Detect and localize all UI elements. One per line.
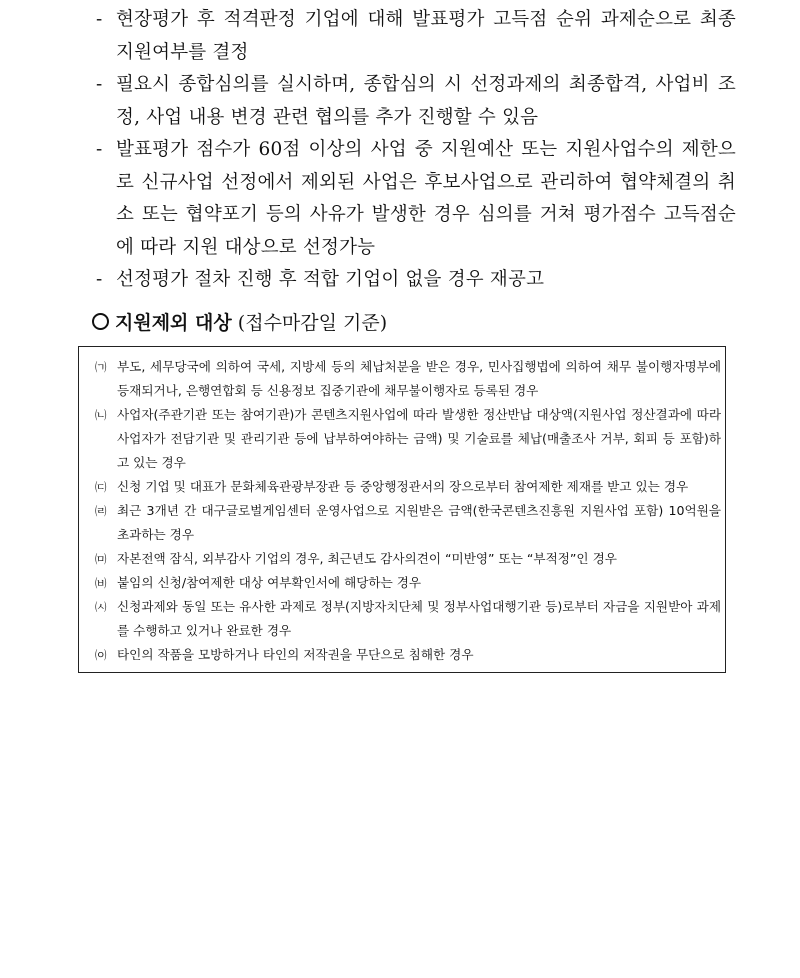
bullet-text: 발표평가 점수가 60점 이상의 사업 중 지원예산 또는 지원사업수의 제한으로 신규사업 선정에서 제외된 사업은 후보사업으로 관리하여 협약체결의 취소 또는 협약포기 등의 사유가 발생한 경우 심의를 거쳐 평가점수 고득점순에 따라 지원 대상으로 선정가능	[116, 139, 736, 258]
item-text: 사업자(주관기관 또는 참여기관)가 콘텐츠지원사업에 따라 발생한 정산반납 대상액(지원사업 정산결과에 따라 사업자가 전담기관 및 관리기관 등에 납부하여야하는 금액) 및 기술료를 체납(매출조사 거부, 회피 등 포함)하고 있는 경우	[117, 407, 721, 470]
item-mark: ㈁	[95, 408, 107, 422]
item-text: 최근 3개년 간 대구글로벌게임센터 운영사업으로 지원받은 금액(한국콘텐츠진흥원 지원사업 포함) 10억원을 초과하는 경우	[117, 503, 721, 542]
exclusion-item	[95, 547, 721, 571]
bullet-text: 필요시 종합심의를 실시하며, 종합심의 시 선정과제의 최종합격, 사업비 조정, 사업 내용 변경 관련 협의를 추가 진행할 수 있음	[116, 74, 736, 128]
bullet-dash: -	[96, 269, 103, 290]
item-text: 신청과제와 동일 또는 유사한 과제로 정부(지방자치단체 및 정부사업대행기관 등)로부터 자금을 지원받아 과제를 수행하고 있거나 완료한 경우	[117, 599, 721, 638]
circle-bullet-icon	[92, 313, 109, 330]
item-mark: ㈄	[95, 552, 107, 566]
bullet-dash: -	[96, 74, 103, 95]
bullet-text: 선정평가 절차 진행 후 적합 기업이 없을 경우 재공고	[116, 269, 545, 290]
bullet-item	[96, 264, 736, 297]
item-mark: ㈃	[95, 504, 107, 518]
exclusion-item	[95, 499, 721, 547]
bullet-item	[96, 69, 736, 134]
item-text: 부도, 세무당국에 의하여 국세, 지방세 등의 체납처분을 받은 경우, 민사집행법에 의하여 채무 불이행자명부에 등재되거나, 은행연합회 등 신용정보 집중기관에 채무불이행자로 등록된 경우	[117, 359, 721, 398]
exclusion-item	[95, 595, 721, 643]
exclusion-item	[95, 355, 721, 403]
item-mark: ㈆	[95, 600, 107, 614]
item-mark: ㈅	[95, 576, 107, 590]
bullet-text: 현장평가 후 적격판정 기업에 대해 발표평가 고득점 순위 과제순으로 최종 지원여부를 결정	[116, 9, 736, 63]
exclusion-box	[78, 346, 726, 673]
exclusion-item	[95, 475, 721, 499]
bullet-item	[96, 134, 736, 264]
bullet-dash: -	[96, 9, 103, 30]
section-heading	[92, 309, 387, 337]
bullet-dash: -	[96, 139, 103, 160]
item-text: 타인의 작품을 모방하거나 타인의 저작권을 무단으로 침해한 경우	[117, 647, 474, 662]
section-title: 지원제외 대상	[115, 312, 232, 334]
bullet-item	[96, 4, 736, 69]
item-mark: ㈇	[95, 648, 107, 662]
section-note: (접수마감일 기준)	[237, 312, 388, 334]
exclusion-item	[95, 403, 721, 475]
item-text: 붙임의 신청/참여제한 대상 여부확인서에 해당하는 경우	[117, 575, 422, 590]
exclusion-item	[95, 643, 721, 667]
item-mark: ㈂	[95, 480, 107, 494]
criteria-bullet-list	[96, 4, 736, 297]
exclusion-item	[95, 571, 721, 595]
item-mark: ㈀	[95, 360, 107, 374]
item-text: 자본전액 잠식, 외부감사 기업의 경우, 최근년도 감사의견이 “미반영” 또는 “부적정”인 경우	[117, 551, 617, 566]
item-text: 신청 기업 및 대표가 문화체육관광부장관 등 중앙행정관서의 장으로부터 참여제한 제재를 받고 있는 경우	[117, 479, 689, 494]
exclusion-list	[95, 355, 721, 667]
